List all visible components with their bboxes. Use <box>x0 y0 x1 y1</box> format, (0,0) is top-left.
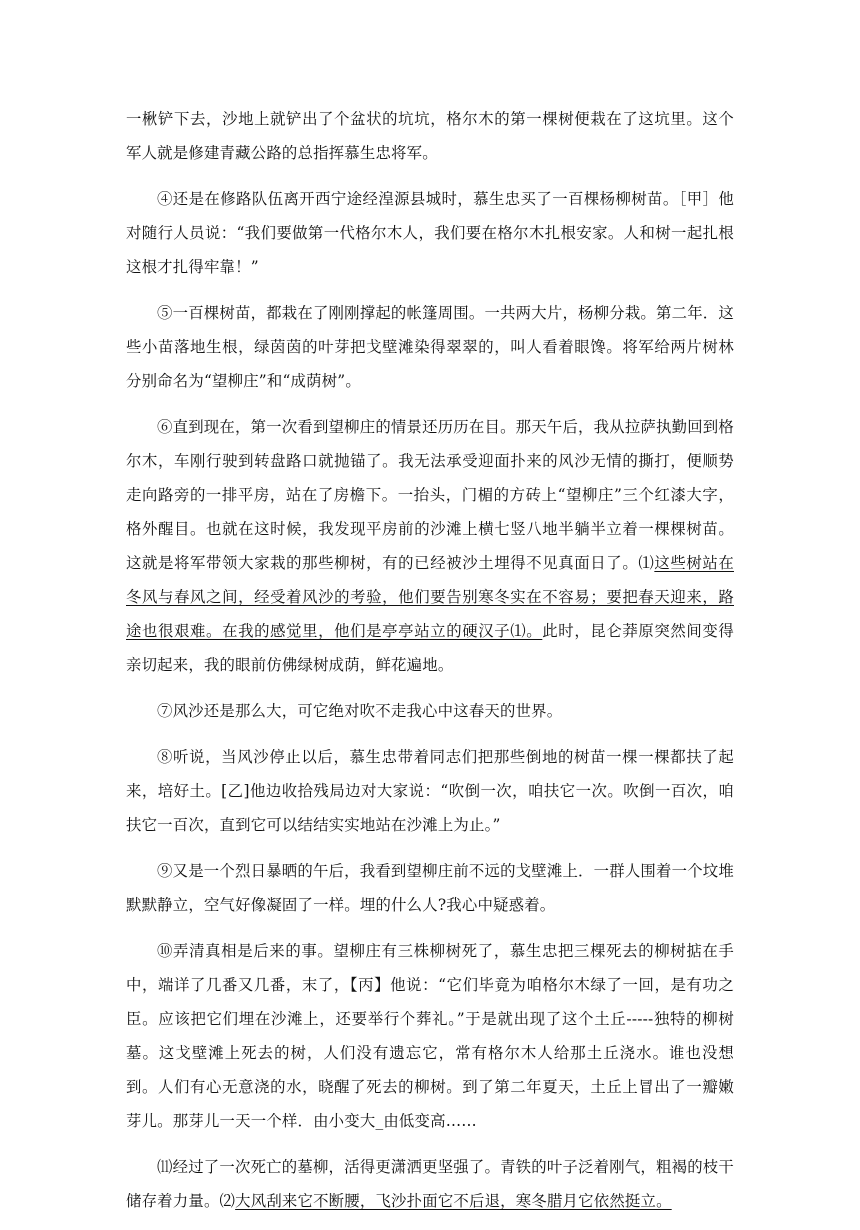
paragraph-7-text: ⑦风沙还是那么大，可它绝对吹不走我心中这春天的世界。 <box>157 702 563 720</box>
paragraph-6-text-end: 此时，昆仑莽原突然间变得亲切起来，我的眼前仿佛绿树成荫，鲜花遍地。 <box>126 622 735 674</box>
paragraph-8-text: ⑧听说，当风沙停止以后，慕生忠带着同志们把那些倒地的树苗一棵一棵都扶了起来，培好土。[乙]他边收拾残局边对大家说：“吹倒一次，咱扶它一次。吹倒一百次，咱扶它一百次，直到它可以结结实实地站在沙滩上为止。” <box>126 748 734 834</box>
paragraph-5-text: ⑤一百棵树苗，都栽在了刚刚撑起的帐篷周围。一共两大片，杨柳分栽。第二年．这些小苗落地生根，绿茵茵的叶芽把戈壁滩染得翠翠的，叫人看着眼馋。将军给两片树林分别命名为“望柳庄”和“成荫树”。 <box>126 304 734 390</box>
paragraph-10 <box>126 934 734 1138</box>
underlined-sentence-2: 大风刮来它不断腰，飞沙扑面它不后退，寒冬腊月它依然挺立。 <box>235 1192 672 1210</box>
paragraph-11-text: ⑾经过了一次死亡的墓柳，活得更潇洒更坚强了。青铁的叶子泛着刚气，粗褐的枝干储存着力量。⑵ <box>126 1158 734 1210</box>
paragraph-1-text: 一楸铲下去，沙地上就铲出了个盆状的坑坑，格尔木的第一棵树便栽在了这坑里。这个军人就是修建青藏公路的总指挥慕生忠将军。 <box>126 110 734 162</box>
paragraph-8 <box>126 740 734 842</box>
paragraph-7 <box>126 694 734 728</box>
paragraph-9-text: ⑨又是一个烈日暴晒的午后，我看到望柳庄前不远的戈壁滩上．一群人围着一个坟堆默默静立，空气好像凝固了一样。埋的什么人?我心中疑惑着。 <box>126 862 734 914</box>
paragraph-1 <box>126 102 734 170</box>
paragraph-4 <box>126 182 734 284</box>
paragraph-6-text: ⑥直到现在，第一次看到望柳庄的情景还历历在目。那天午后，我从拉萨执勤回到格尔木，车刚行驶到转盘路口就抛锚了。我无法承受迎面扑来的风沙无情的撕打，便顺势走向路旁的一排平房，站在了房檐下。一抬头，门楣的方砖上“望柳庄”三个红漆大字，格外醒目。也就在这时候，我发现平房前的沙滩上横七竖八地半躺半立着一棵棵树苗。这就是将军带领大家栽的那些柳树，有的已经被沙土埋得不见真面日了。⑴ <box>126 418 734 572</box>
underlined-sentence-1: 这些树站在冬风与春风之间，经受着风沙的考验，他们要告别寒冬实在不容易；要把春天迎来，路途也很艰难。在我的感觉里，他们是亭亭站立的硬汉子⑴。 <box>126 554 734 640</box>
paragraph-11 <box>126 1150 734 1218</box>
paragraph-10-text: ⑩弄清真相是后来的事。望柳庄有三株柳树死了，慕生忠把三棵死去的柳树掂在手中，端详了几番又几番，末了，【丙】他说：“它们毕竟为咱格尔木绿了一回，是有功之臣。应该把它们埋在沙滩上，还要举行个葬礼。”于是就出现了这个土丘-----独特的柳树墓。这戈壁滩上死去的树，人们没有遗忘它，常有格尔木人给那土丘浇水。谁也没想到。人们有心无意浇的水，晓醒了死去的柳树。到了第二年夏天，土丘上冒出了一瓣嫩芽儿。那芽儿一天一个样．由小变大_由低变高…… <box>126 942 734 1130</box>
paragraph-5 <box>126 296 734 398</box>
document-page <box>126 102 734 1230</box>
paragraph-6 <box>126 410 734 682</box>
paragraph-4-text: ④还是在修路队伍离开西宁途经湟源县城时，慕生忠买了一百棵杨柳树苗。［甲］他对随行人员说：“我们要做第一代格尔木人，我们要在格尔木扎根安家。人和树一起扎根这根才扎得牢靠！” <box>126 190 734 276</box>
paragraph-9 <box>126 854 734 922</box>
